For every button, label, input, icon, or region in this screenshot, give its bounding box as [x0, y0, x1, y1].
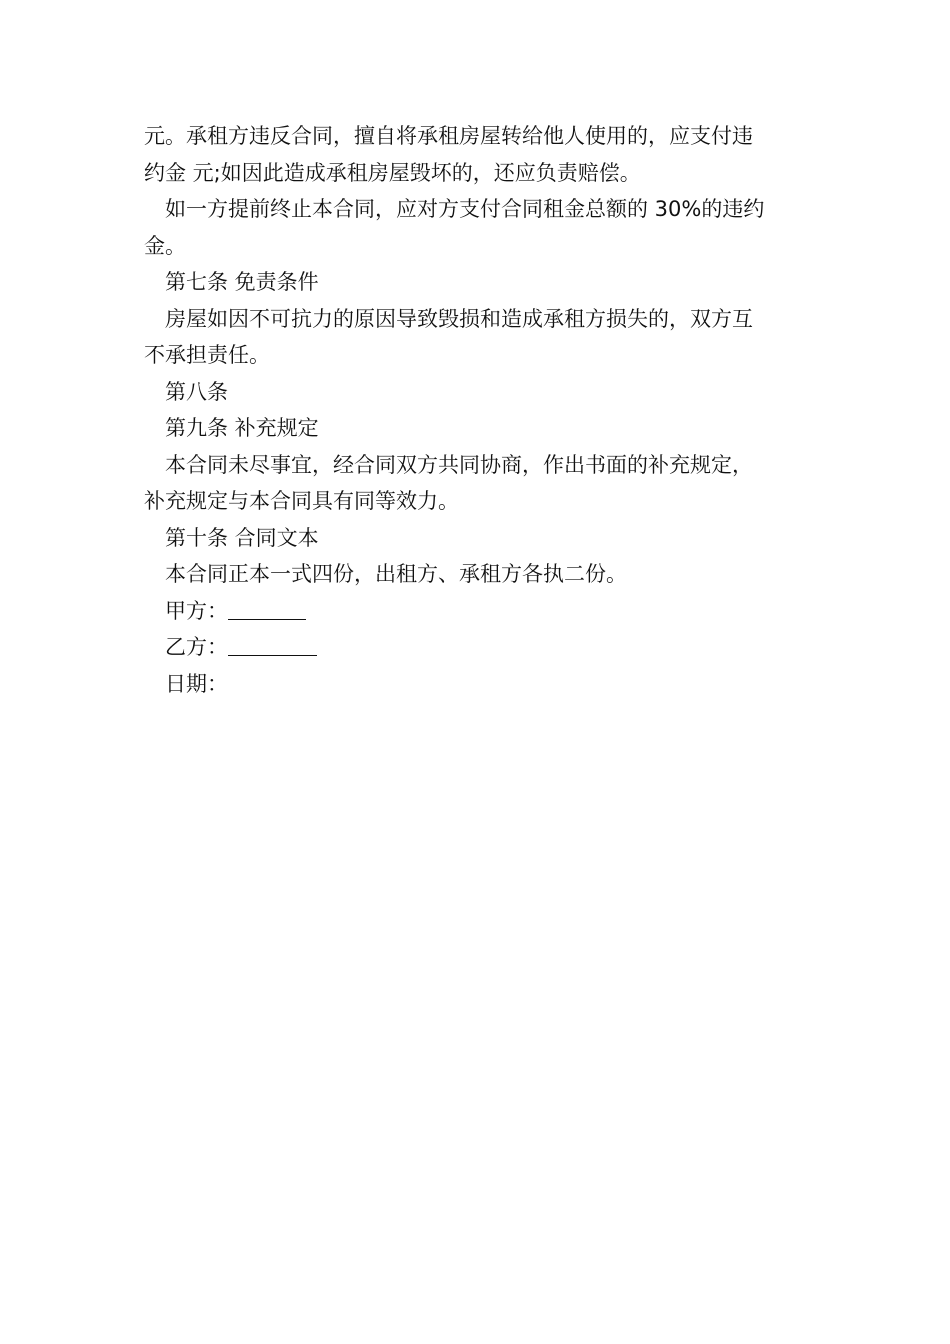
paragraph-supplement-line-1: 本合同未尽事宜，经合同双方共同协商，作出书面的补充规定，	[165, 452, 753, 477]
article-7-heading: 第七条 免责条件	[165, 270, 319, 294]
paragraph-force-majeure-line-2: 不承担责任。	[144, 343, 270, 367]
paragraph-breach-line-2: 约金 元;如因此造成承租房屋毁坏的，还应负责赔偿。	[144, 160, 641, 185]
party-a-blank	[228, 601, 306, 620]
paragraph-force-majeure-line-1: 房屋如因不可抗力的原因导致毁损和造成承租方损失的，双方互	[165, 306, 753, 331]
paragraph-termination-line-1: 如一方提前终止本合同，应对方支付合同租金总额的 30%的违约	[165, 197, 765, 221]
party-b-blank	[228, 637, 317, 656]
paragraph-supplement-line-2: 补充规定与本合同具有同等效力。	[144, 489, 459, 513]
party-b-label: 乙方：	[165, 635, 228, 659]
date-line	[144, 666, 808, 703]
article-8-heading: 第八条	[165, 379, 228, 404]
document-page	[144, 118, 808, 702]
party-b-signature-line	[144, 629, 808, 666]
date-label: 日期：	[165, 671, 228, 696]
paragraph-copies: 本合同正本一式四份，出租方、承租方各执二份。	[165, 562, 627, 586]
party-a-signature-line	[144, 593, 808, 630]
article-9-heading: 第九条 补充规定	[165, 416, 319, 440]
article-10-heading: 第十条 合同文本	[165, 525, 319, 550]
party-a-label: 甲方：	[165, 598, 228, 623]
paragraph-breach-line-1: 元。承租方违反合同，擅自将承租房屋转给他人使用的，应支付违	[144, 124, 753, 148]
paragraph-termination-line-2: 金。	[144, 233, 186, 258]
